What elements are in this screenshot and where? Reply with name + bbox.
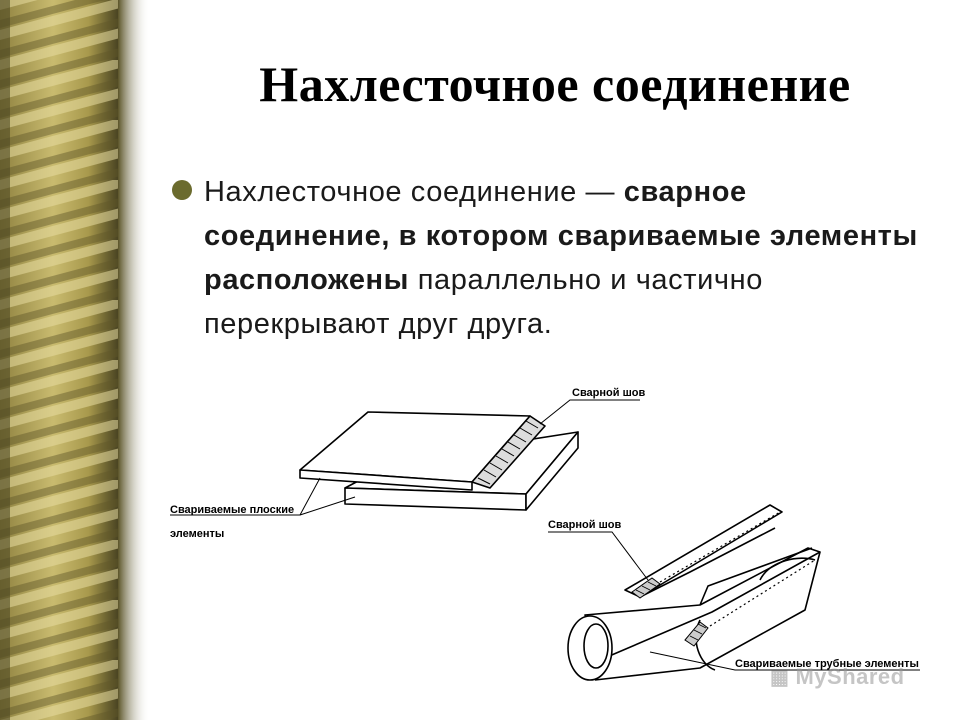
pipe-weld-leader	[548, 532, 648, 580]
plate-weld-label: Сварной шов	[572, 387, 646, 399]
watermark-icon: ▦	[770, 667, 796, 689]
pipe-elements-label: Свариваемые трубные элементы	[735, 658, 919, 670]
pipe-lap-joint-drawing	[568, 505, 820, 680]
watermark-logo	[770, 664, 905, 690]
slide-title: Нахлесточное соединение	[259, 56, 851, 112]
plate-weld-leader	[540, 400, 640, 424]
definition-part3: параллельно и частично перекрывают друг друга.	[204, 264, 763, 340]
definition-bold: сварное соединение, в котором свариваемые элементы расположены	[204, 176, 918, 296]
pipe-weld-label: Сварной шов	[548, 519, 622, 531]
watermark-text: MyShared	[795, 664, 905, 689]
definition-part1: Нахлесточное соединение —	[204, 176, 624, 208]
plate-elements-label-line2: элементы	[170, 528, 225, 540]
plate-elements-label-line1: Свариваемые плоские	[170, 504, 295, 516]
